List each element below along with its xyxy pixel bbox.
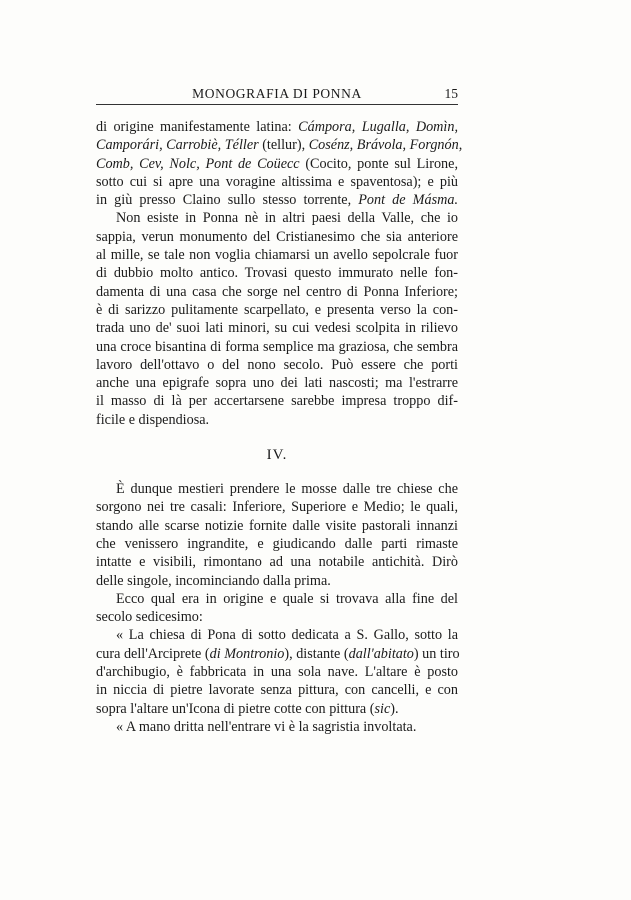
text-line: intatte e visibili, rimontano ad una notabile antichità. Dirò	[96, 554, 458, 571]
text-line: delle singole, incominciando dalla prima.	[96, 572, 331, 589]
text-line: che venissero ingrandite, e giudicando dalle parti rimaste	[96, 535, 458, 552]
text-line: Ecco qual era in origine e quale si trovava alla fine del	[116, 590, 458, 607]
quotation-paragraph	[96, 718, 458, 736]
text-line: sorgono nei tre casali: Inferiore, Superiore e Medio; le quali,	[96, 499, 458, 516]
running-head	[96, 86, 458, 106]
text-line: il masso di là per accertarsene sarebbe impresa troppo dif-	[96, 393, 458, 410]
text-line: secolo sedicesimo:	[96, 609, 203, 626]
paragraph	[96, 209, 458, 429]
text-line: d'archibugio, è fabbricata in una sola nave. L'altare è posto	[96, 664, 458, 681]
text-line: al mille, se tale non voglia chiamarsi un avello sepolcrale fuor	[96, 247, 458, 264]
text-line: « A mano dritta nell'entrare vi è la sagristia involtata.	[116, 718, 417, 735]
paragraph	[96, 480, 458, 590]
text-line: stando alle scarse notizie fornite dalle visite pastorali innanzi	[96, 517, 458, 534]
running-head-title: MONOGRAFIA DI PONNA	[192, 86, 362, 101]
paragraph	[96, 590, 458, 627]
text-line: trada uno de' suoi lati minori, su cui vedesi scolpita in rilievo	[96, 320, 458, 337]
text-line: è di sarizzo pulitamente scarpellato, e presenta verso la con-	[96, 301, 458, 318]
text-line: sappia, verun monumento del Cristianesimo che sia anteriore	[96, 228, 458, 245]
quotation-paragraph	[96, 626, 458, 717]
text-line: cura dell'Arciprete (di Montronio), distante (dall'abitato) un tiro	[96, 645, 460, 662]
text-line: di dubbio molto antico. Trovasi questo immurato nelle fon-	[96, 265, 458, 282]
text-line: Non esiste in Ponna nè in altri paesi della Valle, che io	[116, 210, 458, 227]
text-line: in niccia di pietre lavorate senza pittura, con cancelli, e con	[96, 682, 458, 699]
text-line: « La chiesa di Pona di sotto dedicata a S. Gallo, sotto la	[116, 627, 458, 644]
text-line: Camporári, Carrobiè, Téller (tellur), Cosénz, Brávola, Forgnón,	[96, 137, 463, 154]
text-line: È dunque mestieri prendere le mosse dalle tre chiese che	[116, 481, 458, 498]
paragraph	[96, 118, 463, 209]
header-rule	[96, 104, 458, 105]
page-body	[96, 118, 463, 736]
section-heading: IV.	[266, 447, 288, 464]
text-line: lavoro dell'ottavo o del nono secolo. Può essere che porti	[96, 356, 458, 373]
text-line: Comb, Cev, Nolc, Pont de Coüecc (Cocito, ponte sul Lirone,	[96, 155, 458, 172]
page-number: 15	[444, 86, 458, 101]
text-line: di origine manifestamente latina: Cámpora, Lugalla, Domìn,	[96, 119, 458, 135]
text-line: damenta di una casa che sorge nel centro di Ponna Inferiore;	[96, 283, 458, 300]
text-line: sopra l'altare un'Icona di pietre cotte con pittura (sic).	[96, 700, 399, 717]
text-line: anche una epigrafe sopra uno dei lati nascosti; ma l'estrarre	[96, 375, 458, 392]
text-line: una croce bisantina di forma semplice ma graziosa, che sembra	[96, 338, 458, 355]
text-line: sotto cui si apre una voragine altissima e spaventosa); e più	[96, 173, 458, 190]
text-line: ficile e dispendiosa.	[96, 411, 210, 428]
text-line: in giù presso Claino sullo stesso torrente, Pont de Másma.	[96, 192, 458, 209]
